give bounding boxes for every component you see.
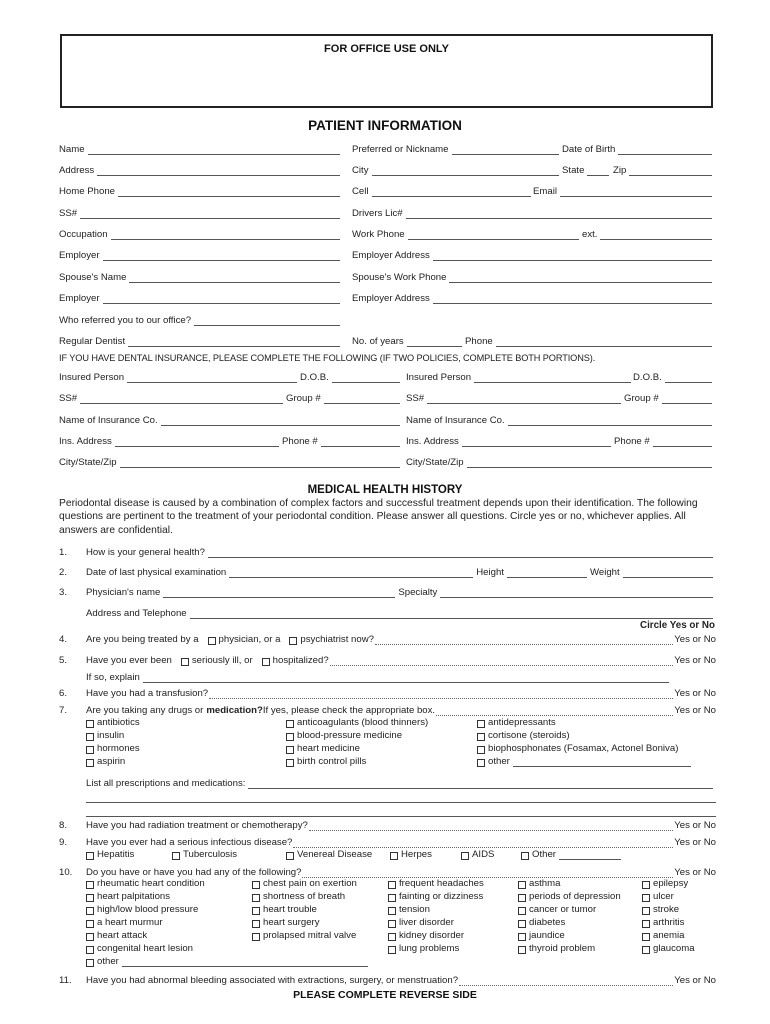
med-c-3-line[interactable] — [513, 758, 691, 767]
med-a-2-checkbox[interactable] — [86, 746, 94, 754]
state-field[interactable]: State — [562, 163, 612, 176]
cond-4-3-label: diabetes — [529, 917, 566, 928]
cond-2-0-label: chest pain on exertion — [263, 878, 357, 889]
cond-2-4[interactable] — [252, 929, 356, 941]
spouse-name-field[interactable]: Spouse's Name — [59, 270, 343, 283]
cond-4-3-checkbox[interactable] — [518, 920, 526, 928]
zip-field[interactable]: Zip — [613, 163, 715, 176]
infect-2-checkbox[interactable] — [286, 852, 294, 860]
cond-1-1-label: heart palpitations — [97, 891, 171, 902]
ss-field[interactable]: SS# — [59, 206, 343, 219]
cond-2-2-checkbox[interactable] — [252, 907, 260, 915]
ins-phone-2-field[interactable]: Phone # — [614, 434, 715, 447]
med-b-1-checkbox[interactable] — [286, 733, 294, 741]
med-a-2[interactable] — [86, 742, 140, 754]
cond-1-2-checkbox[interactable] — [86, 907, 94, 915]
cond-5-5[interactable] — [642, 942, 695, 954]
occupation-field[interactable]: Occupation — [59, 227, 343, 240]
seriously-ill-checkbox[interactable] — [181, 658, 189, 666]
med-c-1[interactable] — [477, 729, 570, 741]
cell-field[interactable]: Cell — [352, 184, 534, 197]
cond-1-0-label: rheumatic heart condition — [97, 878, 205, 889]
infect-5[interactable] — [521, 848, 624, 860]
ins-csz-2-field[interactable]: City/State/Zip — [406, 455, 715, 468]
employer-field[interactable]: Employer — [59, 248, 343, 261]
cond-1-6[interactable] — [86, 955, 371, 967]
cond-3-2-label: tension — [399, 904, 430, 915]
med-c-0-checkbox[interactable] — [477, 720, 485, 728]
med-b-3[interactable] — [286, 755, 366, 767]
med-b-1[interactable] — [286, 729, 402, 741]
cond-3-1[interactable] — [388, 890, 483, 902]
cond-4-4[interactable] — [518, 929, 565, 941]
cond-2-1[interactable] — [252, 890, 345, 902]
q6-row: 6. Have you had a transfusion? Yes or No — [59, 688, 716, 699]
insurance-co-2-field[interactable]: Name of Insurance Co. — [406, 413, 715, 426]
medical-history-title: MEDICAL HEALTH HISTORY — [307, 484, 463, 496]
spouse-employer-field[interactable]: Employer — [59, 291, 343, 304]
referred-field[interactable]: Who referred you to our office? — [59, 313, 343, 326]
employer-address-field[interactable]: Employer Address — [352, 248, 715, 261]
insured-ss-2-field[interactable]: SS# — [406, 391, 624, 404]
cond-4-0-label: asthma — [529, 878, 561, 889]
cond-5-3[interactable] — [642, 916, 684, 928]
cond-3-5-checkbox[interactable] — [388, 946, 396, 954]
infect-5-line[interactable] — [559, 851, 621, 860]
infect-2[interactable] — [286, 848, 372, 860]
cond-1-5[interactable] — [86, 942, 193, 954]
cond-3-4[interactable] — [388, 929, 464, 941]
cond-1-6-label: other — [97, 956, 119, 967]
cond-2-3[interactable] — [252, 916, 320, 928]
cond-3-2-checkbox[interactable] — [388, 907, 396, 915]
group-2-field[interactable]: Group # — [624, 391, 715, 404]
meds-list-field[interactable]: List all prescriptions and medications: — [86, 776, 716, 789]
med-a-1-label: insulin — [97, 730, 125, 741]
cond-4-4-label: jaundice — [529, 930, 565, 941]
cond-1-3-label: a heart murmur — [97, 917, 163, 928]
cond-5-4-label: anemia — [653, 930, 685, 941]
spouse-employer-address-field[interactable]: Employer Address — [352, 291, 715, 304]
q5-row: 5. Have you ever been seriously ill, or hospitalized? Yes or No — [59, 655, 716, 666]
q7-row: 7. Are you taking any drugs or medication? If yes, please check the appropriate box. Yes or No — [59, 705, 716, 716]
cond-1-3[interactable] — [86, 916, 163, 928]
spouse-work-phone-field[interactable]: Spouse's Work Phone — [352, 270, 715, 283]
ext-field[interactable]: ext. — [582, 227, 715, 240]
insured-person-2-field[interactable]: Insured Person — [406, 370, 634, 383]
ins-address-2-field[interactable]: Ins. Address — [406, 434, 614, 447]
med-b-0-checkbox[interactable] — [286, 720, 294, 728]
med-a-3[interactable] — [86, 755, 125, 767]
cond-5-2-checkbox[interactable] — [642, 907, 650, 915]
years-field[interactable]: No. of years — [352, 334, 465, 347]
cond-3-1-label: fainting or dizziness — [399, 891, 484, 902]
med-b-1-label: blood-pressure medicine — [297, 730, 403, 741]
infect-5-checkbox[interactable] — [521, 852, 529, 860]
q9-row: 9. Have you ever had a serious infectious disease? Yes or No — [59, 837, 716, 848]
cond-3-2[interactable] — [388, 903, 430, 915]
cond-5-0-checkbox[interactable] — [642, 881, 650, 889]
infect-0-label: Hepatitis — [97, 849, 135, 860]
infect-1-checkbox[interactable] — [172, 852, 180, 860]
cond-1-5-label: congenital heart lesion — [97, 943, 194, 954]
med-a-3-checkbox[interactable] — [86, 759, 94, 767]
meds-list-line-3[interactable] — [86, 804, 716, 817]
cond-3-0-checkbox[interactable] — [388, 881, 396, 889]
cond-4-2[interactable] — [518, 903, 596, 915]
cond-5-0[interactable] — [642, 877, 688, 889]
med-b-0-label: anticoagulants (blood thinners) — [297, 717, 429, 728]
name-field[interactable]: Name — [59, 142, 343, 155]
med-b-2[interactable] — [286, 742, 360, 754]
cond-2-0[interactable] — [252, 877, 357, 889]
infect-1[interactable] — [172, 848, 237, 860]
infect-1-label: Tuberculosis — [183, 849, 238, 860]
cond-5-1-checkbox[interactable] — [642, 894, 650, 902]
cond-2-2[interactable] — [252, 903, 317, 915]
med-c-0[interactable] — [477, 716, 556, 728]
infect-0[interactable] — [86, 848, 134, 860]
city-field[interactable]: City — [352, 163, 562, 176]
cond-5-1[interactable] — [642, 890, 674, 902]
med-b-3-checkbox[interactable] — [286, 759, 294, 767]
cond-1-0[interactable] — [86, 877, 205, 889]
cond-4-3[interactable] — [518, 916, 565, 928]
med-c-1-label: cortisone (steroids) — [488, 730, 570, 741]
med-c-2-checkbox[interactable] — [477, 746, 485, 754]
email-field[interactable]: Email — [533, 184, 715, 197]
insured-person-1-field[interactable]: Insured Person — [59, 370, 300, 383]
cond-3-5-label: lung problems — [399, 943, 460, 954]
med-a-0-label: antibiotics — [97, 717, 140, 728]
cond-1-4-label: heart attack — [97, 930, 148, 941]
infect-5-label: Other — [532, 849, 556, 860]
cond-1-1[interactable] — [86, 890, 170, 902]
med-c-2[interactable] — [477, 742, 678, 754]
cond-1-4-checkbox[interactable] — [86, 933, 94, 941]
ins-address-1-field[interactable]: Ins. Address — [59, 434, 282, 447]
cond-2-4-label: prolapsed mitral valve — [263, 930, 357, 941]
cond-3-3[interactable] — [388, 916, 454, 928]
cond-5-5-checkbox[interactable] — [642, 946, 650, 954]
insured-dob-1-field[interactable]: D.O.B. — [300, 370, 403, 383]
med-c-3-checkbox[interactable] — [477, 759, 485, 767]
circle-yes-no-header: Circle Yes or No — [640, 620, 715, 631]
infect-3-label: Herpes — [401, 849, 432, 860]
med-a-1-checkbox[interactable] — [86, 733, 94, 741]
cond-1-6-checkbox[interactable] — [86, 959, 94, 967]
cond-2-1-label: shortness of breath — [263, 891, 346, 902]
med-b-0[interactable] — [286, 716, 428, 728]
cond-4-1-checkbox[interactable] — [518, 894, 526, 902]
ins-csz-1-field[interactable]: City/State/Zip — [59, 455, 403, 468]
meds-list-line-2[interactable] — [86, 790, 716, 803]
cond-4-1-label: periods of depression — [529, 891, 621, 902]
cond-1-0-checkbox[interactable] — [86, 881, 94, 889]
cond-4-5[interactable] — [518, 942, 595, 954]
physician-checkbox[interactable] — [208, 637, 216, 645]
infect-0-checkbox[interactable] — [86, 852, 94, 860]
address-field[interactable]: Address — [59, 163, 343, 176]
cond-2-3-checkbox[interactable] — [252, 920, 260, 928]
regular-dentist-field[interactable]: Regular Dentist — [59, 334, 343, 347]
cond-5-2-label: stroke — [653, 904, 680, 915]
med-a-0-checkbox[interactable] — [86, 720, 94, 728]
insurance-note: IF YOU HAVE DENTAL INSURANCE, PLEASE COMPLETE THE FOLLOWING (IF TWO POLICIES, COMPLETE BOTH PORTIONS). — [59, 353, 596, 363]
insurance-co-1-field[interactable]: Name of Insurance Co. — [59, 413, 403, 426]
med-b-2-label: heart medicine — [297, 743, 360, 754]
infect-3[interactable] — [390, 848, 432, 860]
medical-intro: Periodontal disease is caused by a combination of complex factors and successful treatment depends upon their identification. The following questions are pertinent to the treatment of your periodontal condition. Please answer all questions. Circle yes or no, whichever applies. All answers are confidential. — [59, 498, 698, 536]
cond-4-5-label: thyroid problem — [529, 943, 596, 954]
cond-5-2[interactable] — [642, 903, 679, 915]
cond-1-2-label: high/low blood pressure — [97, 904, 199, 915]
cond-2-4-checkbox[interactable] — [252, 933, 260, 941]
office-use-title: FOR OFFICE USE ONLY — [324, 43, 449, 55]
cond-4-2-checkbox[interactable] — [518, 907, 526, 915]
q4-yes-no[interactable]: Yes or No — [674, 634, 716, 645]
infect-4-checkbox[interactable] — [461, 852, 469, 860]
infect-4[interactable] — [461, 848, 494, 860]
cond-5-1-label: ulcer — [653, 891, 674, 902]
q10-row: 10. Do you have or have you had any of the following? Yes or No — [59, 867, 716, 878]
q5-explain-field[interactable]: If so, explain — [86, 670, 672, 683]
med-a-0[interactable] — [86, 716, 140, 728]
med-b-3-label: birth control pills — [297, 756, 367, 767]
cond-5-0-label: epilepsy — [653, 878, 689, 889]
cond-5-4[interactable] — [642, 929, 684, 941]
cond-3-0[interactable] — [388, 877, 484, 889]
preferred-name-field[interactable]: Preferred or Nickname — [352, 142, 562, 155]
med-a-1[interactable] — [86, 729, 124, 741]
med-b-2-checkbox[interactable] — [286, 746, 294, 754]
psychiatrist-checkbox[interactable] — [289, 637, 297, 645]
med-c-2-label: biophosphonates (Fosamax, Actonel Boniva) — [488, 743, 679, 754]
infect-4-label: AIDS — [472, 849, 495, 860]
infect-2-label: Venereal Disease — [297, 849, 373, 860]
cond-1-1-checkbox[interactable] — [86, 894, 94, 902]
infect-3-checkbox[interactable] — [390, 852, 398, 860]
ins-phone-1-field[interactable]: Phone # — [282, 434, 403, 447]
cond-4-5-checkbox[interactable] — [518, 946, 526, 954]
med-c-3[interactable] — [477, 755, 694, 767]
cond-4-1[interactable] — [518, 890, 621, 902]
q6-yes-no[interactable]: Yes or No — [674, 688, 716, 699]
med-a-3-label: aspirin — [97, 756, 126, 767]
q4-row: 4. Are you being treated by a physician, or a psychiatrist now? Yes or No — [59, 634, 716, 645]
cond-4-0-checkbox[interactable] — [518, 881, 526, 889]
insured-dob-2-field[interactable]: D.O.B. — [633, 370, 715, 383]
q1-row[interactable]: 1. How is your general health? — [59, 545, 716, 558]
med-a-2-label: hormones — [97, 743, 140, 754]
dob-field[interactable]: Date of Birth — [562, 142, 715, 155]
group-1-field[interactable]: Group # — [286, 391, 403, 404]
q3-address-field[interactable]: Address and Telephone — [86, 606, 716, 619]
cond-3-5[interactable] — [388, 942, 459, 954]
cond-1-3-checkbox[interactable] — [86, 920, 94, 928]
home-phone-field[interactable]: Home Phone — [59, 184, 343, 197]
q8-yes-no[interactable]: Yes or No — [674, 820, 716, 831]
cond-1-6-line[interactable] — [122, 958, 368, 967]
cond-2-2-label: heart trouble — [263, 904, 317, 915]
dentist-phone-field[interactable]: Phone — [465, 334, 715, 347]
q8-row: 8. Have you had radiation treatment or chemotherapy? Yes or No — [59, 820, 716, 831]
med-c-1-checkbox[interactable] — [477, 733, 485, 741]
cond-1-2[interactable] — [86, 903, 198, 915]
cond-2-3-label: heart surgery — [263, 917, 320, 928]
cond-5-4-checkbox[interactable] — [642, 933, 650, 941]
cond-3-4-label: kidney disorder — [399, 930, 465, 941]
cond-2-1-checkbox[interactable] — [252, 894, 260, 902]
q7-yes-no[interactable]: Yes or No — [674, 705, 716, 716]
cond-5-5-label: glaucoma — [653, 943, 695, 954]
q2-row[interactable]: 2. Date of last physical examination Height Weight — [59, 565, 716, 578]
q9-yes-no[interactable]: Yes or No — [674, 837, 716, 848]
med-c-0-label: antidepressants — [488, 717, 556, 728]
cond-4-2-label: cancer or tumor — [529, 904, 597, 915]
cond-1-5-checkbox[interactable] — [86, 946, 94, 954]
hospitalized-checkbox[interactable] — [262, 658, 270, 666]
office-use-box — [60, 34, 713, 108]
cond-3-3-checkbox[interactable] — [388, 920, 396, 928]
q11-row: 11. Have you had abnormal bleeding associated with extractions, surgery, or menstruation? Yes or No — [59, 975, 716, 986]
cond-3-4-checkbox[interactable] — [388, 933, 396, 941]
cond-3-0-label: frequent headaches — [399, 878, 484, 889]
insured-ss-1-field[interactable]: SS# — [59, 391, 286, 404]
cond-3-3-label: liver disorder — [399, 917, 454, 928]
cond-3-1-checkbox[interactable] — [388, 894, 396, 902]
cond-1-4[interactable] — [86, 929, 147, 941]
work-phone-field[interactable]: Work Phone — [352, 227, 582, 240]
q10-yes-no[interactable]: Yes or No — [674, 867, 716, 878]
cond-5-3-checkbox[interactable] — [642, 920, 650, 928]
patient-info-title: PATIENT INFORMATION — [308, 118, 462, 133]
reverse-side-note: PLEASE COMPLETE REVERSE SIDE — [293, 989, 477, 1001]
cond-4-0[interactable] — [518, 877, 560, 889]
q11-yes-no[interactable]: Yes or No — [674, 975, 716, 986]
cond-5-3-label: arthritis — [653, 917, 685, 928]
q5-yes-no[interactable]: Yes or No — [674, 655, 716, 666]
q3-row[interactable]: 3. Physician's name Specialty — [59, 585, 716, 598]
cond-4-4-checkbox[interactable] — [518, 933, 526, 941]
drivers-lic-field[interactable]: Drivers Lic# — [352, 206, 715, 219]
med-c-3-label: other — [488, 756, 510, 767]
cond-2-0-checkbox[interactable] — [252, 881, 260, 889]
